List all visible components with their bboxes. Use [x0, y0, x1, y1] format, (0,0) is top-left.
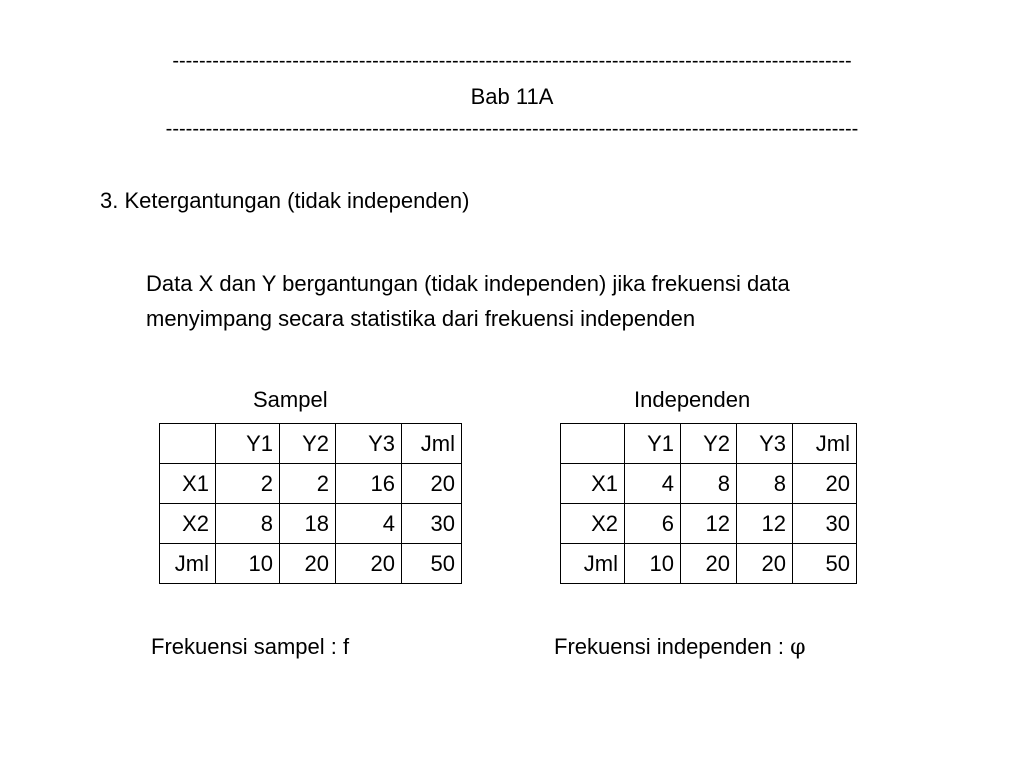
sample-frequency-note: Frekuensi sampel : f [151, 634, 350, 659]
table-cell: Jml [561, 544, 625, 584]
table-cell: Y3 [336, 424, 402, 464]
paragraph-line-2: menyimpang secara statistika dari frekuensi independen [146, 306, 696, 331]
table-cell: 20 [402, 464, 462, 504]
table-cell: 10 [216, 544, 280, 584]
header-rule-top: ------------------------------------------------------------------------------------------------------ [172, 50, 852, 72]
table-cell: 50 [793, 544, 857, 584]
table-cell: Jml [160, 544, 216, 584]
table-cell: 20 [681, 544, 737, 584]
table-cell: 6 [625, 504, 681, 544]
table-cell: 2 [280, 464, 336, 504]
table-row [160, 504, 462, 544]
table-cell: 20 [336, 544, 402, 584]
table-cell: 20 [737, 544, 793, 584]
header-rule-bottom: -------------------------------------------------------------------------------------------------------- [165, 118, 859, 140]
table-row [561, 504, 857, 544]
independent-table-caption: Independen [634, 387, 751, 412]
section-heading: 3. Ketergantungan (tidak independen) [100, 188, 470, 213]
table-cell: Jml [793, 424, 857, 464]
table-cell: X1 [160, 464, 216, 504]
table-cell [160, 424, 216, 464]
table-header-row [561, 424, 857, 464]
table-cell: 4 [625, 464, 681, 504]
table-cell: X1 [561, 464, 625, 504]
table-cell: Jml [402, 424, 462, 464]
sample-frequency-table [159, 423, 462, 584]
table-cell: 50 [402, 544, 462, 584]
table-cell: 30 [793, 504, 857, 544]
table-cell: 18 [280, 504, 336, 544]
table-cell: 30 [402, 504, 462, 544]
table-cell: 20 [793, 464, 857, 504]
table-cell: Y1 [216, 424, 280, 464]
table-cell: Y2 [681, 424, 737, 464]
table-cell: Y1 [625, 424, 681, 464]
paragraph-line-1: Data X dan Y bergantungan (tidak independen) jika frekuensi data [146, 271, 790, 296]
table-row [160, 544, 462, 584]
table-cell: 10 [625, 544, 681, 584]
table-header-row [160, 424, 462, 464]
table-cell: 8 [216, 504, 280, 544]
table-cell: 12 [737, 504, 793, 544]
independent-frequency-note [554, 634, 805, 660]
independent-frequency-label: Frekuensi independen : [554, 634, 784, 659]
table-cell: 16 [336, 464, 402, 504]
page-title: Bab 11A [470, 84, 554, 109]
table-cell: 2 [216, 464, 280, 504]
table-cell [561, 424, 625, 464]
table-cell: Y3 [737, 424, 793, 464]
independent-frequency-table [560, 423, 857, 584]
table-cell: X2 [160, 504, 216, 544]
table-cell: Y2 [280, 424, 336, 464]
table-cell: 20 [280, 544, 336, 584]
table-cell: 4 [336, 504, 402, 544]
sample-table-caption: Sampel [253, 387, 328, 412]
phi-symbol: φ [790, 635, 806, 660]
table-cell: X2 [561, 504, 625, 544]
table-cell: 8 [681, 464, 737, 504]
table-row [160, 464, 462, 504]
table-cell: 12 [681, 504, 737, 544]
table-row [561, 464, 857, 504]
table-row [561, 544, 857, 584]
table-cell: 8 [737, 464, 793, 504]
